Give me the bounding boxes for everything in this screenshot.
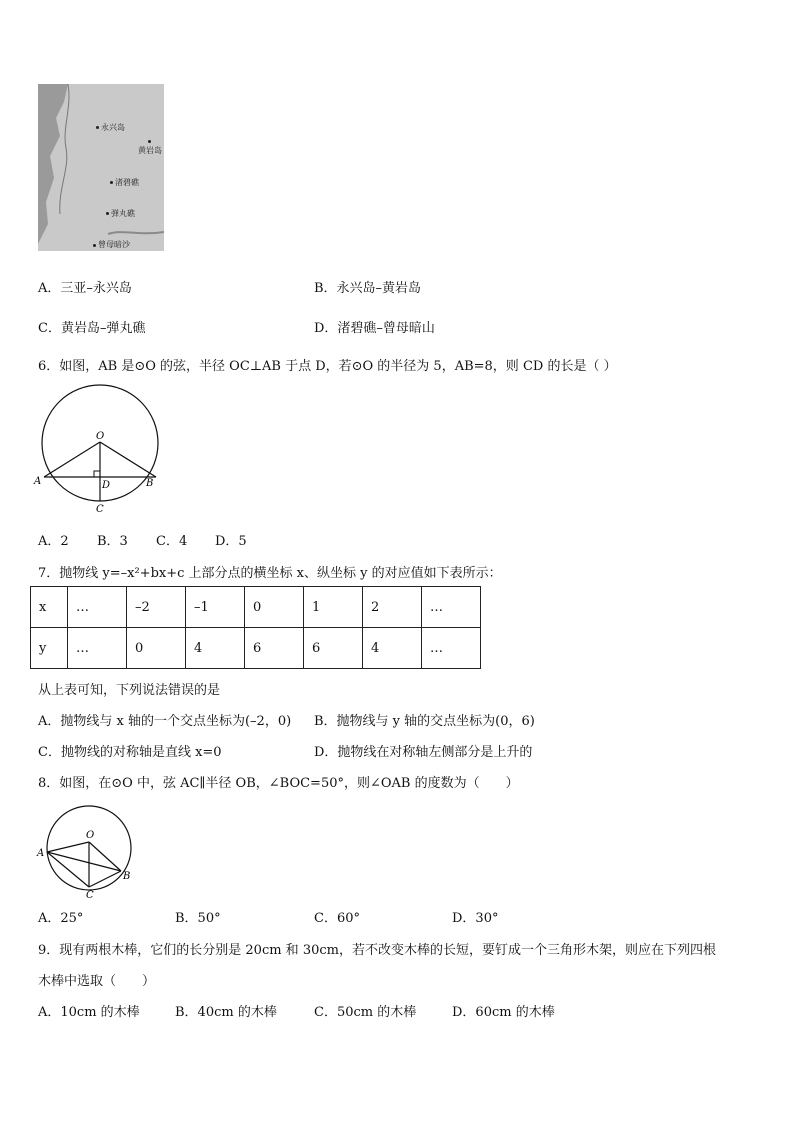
q8-label-b: B — [123, 871, 131, 882]
map-point-huangyan — [148, 140, 151, 143]
q9-option-c: C．50cm 的木棒 — [314, 1005, 417, 1020]
q6-option-c: C．4 — [156, 534, 188, 549]
table-cell: 4 — [186, 628, 245, 669]
q8-option-d: D．30° — [452, 911, 499, 926]
map-coastline — [38, 84, 164, 251]
q7-option-b: B．抛物线与 y 轴的交点坐标为(0，6) — [314, 714, 535, 729]
q6-option-a: A．2 — [38, 534, 69, 549]
q6-label-d: D — [102, 480, 111, 491]
q6-figure — [34, 384, 168, 515]
q5-option-b: B．永兴岛–黄岩岛 — [314, 281, 422, 296]
q9-option-d: D．60cm 的木棒 — [452, 1005, 555, 1020]
table-cell: 2 — [363, 587, 422, 628]
map-label-huangyan: 黄岩岛 — [138, 146, 162, 155]
q7-value-table — [30, 586, 481, 669]
q8-figure — [34, 800, 144, 900]
q6-option-b: B．3 — [97, 534, 128, 549]
table-cell: 6 — [304, 628, 363, 669]
table-cell: … — [422, 628, 481, 669]
map-label-zhubi: 渚碧礁 — [115, 178, 139, 187]
q8-question: 8．如图，在⊙O 中，弦 AC∥半径 OB，∠BOC=50°，则∠OAB 的度数为（ ） — [38, 776, 519, 791]
q8-option-a: A．25° — [38, 911, 84, 926]
q5-option-a: A．三亚–永兴岛 — [38, 281, 132, 296]
table-cell: 0 — [127, 628, 186, 669]
q8-option-b: B．50° — [175, 911, 221, 926]
table-row-x — [31, 587, 481, 628]
table-cell: … — [68, 628, 127, 669]
q6-radius-ob — [100, 442, 156, 477]
q7-option-d: D．抛物线在对称轴左侧部分是上升的 — [314, 745, 533, 760]
q6-label-a: A — [34, 476, 42, 487]
q9-question-line2: 木棒中选取（ ） — [38, 974, 156, 989]
q7-option-c: C．抛物线的对称轴是直线 x=0 — [38, 745, 222, 760]
q9-option-a: A．10cm 的木棒 — [38, 1005, 140, 1020]
q6-question: 6．如图，AB 是⊙O 的弦，半径 OC⊥AB 于点 D，若⊙O 的半径为 5，AB=8，则 CD 的长是（ ） — [38, 359, 617, 374]
q6-option-d: D．5 — [215, 534, 247, 549]
q8-label-a: A — [37, 848, 45, 859]
q6-label-c: C — [96, 504, 104, 515]
map-image — [38, 84, 164, 251]
q5-option-c: C．黄岩岛–弹丸礁 — [38, 321, 146, 336]
table-cell: x — [31, 587, 68, 628]
q7-question: 7．抛物线 y=–x²+bx+c 上部分点的横坐标 x、纵坐标 y 的对应值如下表所示： — [38, 566, 502, 581]
table-cell: … — [422, 587, 481, 628]
q8-radius-oa — [47, 842, 89, 852]
table-cell: y — [31, 628, 68, 669]
table-cell: 4 — [363, 628, 422, 669]
map-point-zhubi — [110, 181, 113, 184]
map-label-danwan: 弹丸礁 — [111, 209, 135, 218]
q8-label-o: O — [86, 830, 95, 841]
table-cell: … — [68, 587, 127, 628]
map-point-danwan — [106, 212, 109, 215]
q8-label-c: C — [86, 890, 94, 901]
q9-option-b: B．40cm 的木棒 — [175, 1005, 277, 1020]
q7-prompt: 从上表可知，下列说法错误的是 — [38, 683, 221, 698]
q6-label-o: O — [96, 431, 105, 442]
q8-chord-cb — [89, 871, 121, 887]
table-cell: –1 — [186, 587, 245, 628]
table-cell: –2 — [127, 587, 186, 628]
q6-radius-oa — [44, 442, 100, 477]
q5-option-d: D．渚碧礁–曾母暗山 — [314, 321, 435, 336]
table-cell: 1 — [304, 587, 363, 628]
q6-right-angle-mark — [94, 471, 100, 477]
q6-label-b: B — [146, 478, 154, 489]
q7-option-a: A．抛物线与 x 轴的一个交点坐标为(–2，0) — [38, 714, 292, 729]
map-label-yongxing: 永兴岛 — [101, 123, 125, 132]
map-point-zengmu — [93, 244, 96, 247]
table-cell: 6 — [245, 628, 304, 669]
table-cell: 0 — [245, 587, 304, 628]
map-label-zengmu: 曾母暗沙 — [98, 240, 130, 249]
map-point-yongxing — [96, 126, 99, 129]
table-row-y — [31, 628, 481, 669]
q8-option-c: C．60° — [314, 911, 360, 926]
q9-question-line1: 9．现有两根木棒，它们的长分别是 20cm 和 30cm，若不改变木棒的长短，要钉成一个三角形木架，则应在下列四根 — [38, 943, 716, 958]
